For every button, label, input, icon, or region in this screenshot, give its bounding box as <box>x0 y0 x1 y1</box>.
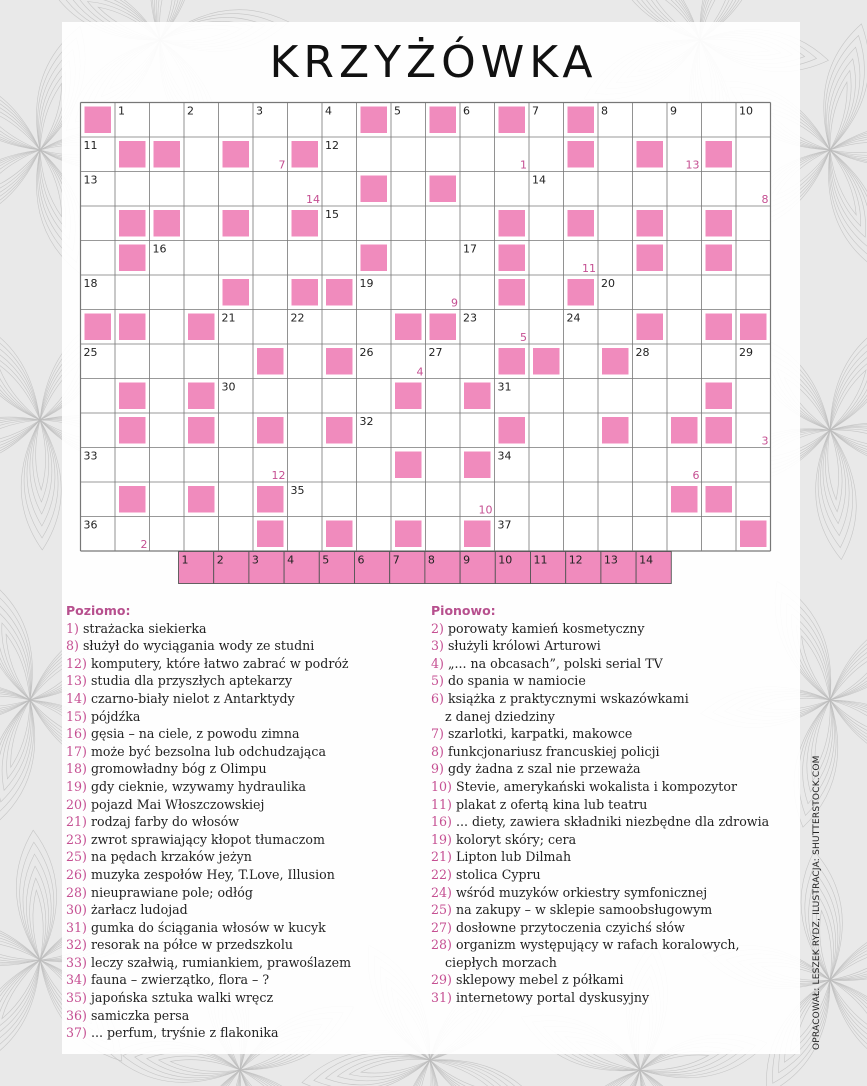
clue-item-text: ... perfum, tryśnie z flakonika <box>90 1025 279 1041</box>
clue-item <box>431 831 769 849</box>
solution-index: 4 <box>416 365 424 379</box>
clue-item <box>66 690 351 708</box>
clue-item <box>66 655 351 673</box>
clue-item-text: pojazd Mai Włoszczowskiej <box>90 796 265 812</box>
clue-item-text: służyli królowi Arturowi <box>447 638 601 654</box>
solution-number: 12 <box>568 553 583 567</box>
clue-number: 20 <box>601 277 615 290</box>
clue-number: 3 <box>256 104 263 118</box>
clue-item-number: 11) <box>431 796 452 812</box>
clue-item-number: 35) <box>66 990 87 1006</box>
clue-number: 16 <box>152 242 167 256</box>
clue-item <box>66 971 351 989</box>
clue-item <box>66 1007 351 1025</box>
clue-item-number: 37) <box>66 1025 87 1041</box>
clue-item-text: leczy szałwią, rumiankiem, prawoślazem <box>90 954 352 970</box>
clue-item <box>66 620 351 638</box>
solution-number: 14 <box>639 553 654 567</box>
clue-item-text: stolica Cypru <box>455 866 541 882</box>
solution-number: 13 <box>603 553 618 567</box>
clue-item-number: 15) <box>66 708 87 724</box>
clue-number: 6 <box>463 104 470 118</box>
clue-number: 27 <box>428 346 443 359</box>
clue-number: 33 <box>83 449 98 463</box>
clue-item-text: książka z praktycznymi wskazówkami <box>447 690 689 706</box>
solution-number: 6 <box>357 553 365 567</box>
clue-item <box>431 655 769 673</box>
solution-number: 3 <box>251 553 259 567</box>
solution-index: 14 <box>306 193 320 206</box>
clue-number: 25 <box>83 346 98 359</box>
clue-item-continuation <box>431 708 769 726</box>
clue-item <box>66 813 351 831</box>
clue-item-text: muzyka zespołów Hey, T.Love, Illusion <box>90 866 335 882</box>
clue-item-number: 4) <box>431 655 444 671</box>
clue-item-number: 9) <box>431 761 444 777</box>
clue-item <box>431 672 769 690</box>
clue-item-text: japońska sztuka walki wręcz <box>90 990 274 1006</box>
solution-number: 7 <box>392 553 400 567</box>
solution-number: 11 <box>533 553 548 567</box>
clue-item-number: 32) <box>66 937 87 953</box>
clue-number: 23 <box>463 311 477 325</box>
clue-item-number: 27) <box>431 919 452 935</box>
clue-item <box>66 866 351 884</box>
clue-item-text: rodzaj farby do włosów <box>90 814 239 830</box>
solution-index: 5 <box>520 331 527 344</box>
clue-item-number: 5) <box>431 673 444 689</box>
clue-item-text: studia dla przyszłych aptekarzy <box>90 673 293 689</box>
clue-number: 32 <box>359 415 374 428</box>
clue-item-number: 31) <box>431 990 452 1006</box>
clue-item-text: szarlotki, karpatki, makowce <box>447 726 633 742</box>
credit-line: OPRACOWAŁ: LESZEK RYDZ, ILUSTRACJA: SHUTTERSTOCK.COM <box>812 755 822 1050</box>
clue-item-number: 21) <box>66 814 87 830</box>
clue-item <box>431 796 769 814</box>
clue-item-text: gdy cieknie, wzywamy hydraulika <box>90 778 306 794</box>
clue-item-number: 22) <box>431 866 452 882</box>
clue-item-number: 34) <box>66 972 87 988</box>
clue-item-number: 17) <box>66 743 87 759</box>
solution-index: 13 <box>685 158 700 172</box>
clue-item-number: 28) <box>431 937 452 953</box>
clue-item-text: samiczka persa <box>90 1007 190 1023</box>
clue-item <box>66 919 351 937</box>
clue-number: 12 <box>325 139 339 152</box>
clue-item-continuation <box>431 954 769 972</box>
clue-item-number: 10) <box>431 778 452 794</box>
clue-number: 18 <box>83 277 98 290</box>
solution-index: 1 <box>520 158 527 172</box>
clue-item <box>66 1024 351 1042</box>
clue-item <box>431 813 769 831</box>
clue-number: 30 <box>221 380 236 394</box>
solution-index: 9 <box>451 296 458 310</box>
clue-item-text: gdy żadna z szal nie przeważa <box>447 761 641 777</box>
clue-number: 5 <box>394 104 401 118</box>
clue-item-number: 1) <box>66 620 79 636</box>
clue-number: 2 <box>187 104 194 118</box>
clue-number: 13 <box>83 173 98 187</box>
solution-number: 1 <box>181 553 189 567</box>
clue-item <box>431 690 769 708</box>
solution-number: 9 <box>463 553 471 567</box>
clue-item-text: na pędach krzaków jeżyn <box>90 849 252 865</box>
clue-number: 35 <box>290 484 305 497</box>
solution-number: 4 <box>287 553 295 567</box>
clue-number: 28 <box>635 346 650 359</box>
clue-number: 1 <box>118 104 125 118</box>
clue-item-text: zwrot sprawiający kłopot tłumaczom <box>90 831 325 847</box>
clue-item <box>66 725 351 743</box>
clue-item-text: resorak na półce w przedszkolu <box>90 937 293 953</box>
clue-item-number: 6) <box>431 690 444 706</box>
clue-item-text: fauna – zwierzątko, flora – ? <box>90 972 270 988</box>
clue-number: 8 <box>601 104 608 118</box>
clue-item-text: dosłowne przytoczenia czyichś słów <box>455 919 685 935</box>
clue-item <box>431 989 769 1007</box>
clue-item-number: 30) <box>66 902 87 918</box>
clue-item-text: sklepowy mebel z półkami <box>455 972 624 988</box>
clue-item-text: żarłacz ludojad <box>90 902 188 918</box>
clue-item-number: 18) <box>66 761 87 777</box>
clue-item <box>431 971 769 989</box>
clue-item-number: 2) <box>431 620 444 636</box>
clue-number: 21 <box>221 311 236 325</box>
clue-item-number: 20) <box>66 796 87 812</box>
clue-item-number: 24) <box>431 884 452 900</box>
clue-item <box>66 989 351 1007</box>
clue-item <box>66 708 351 726</box>
clue-item-number: 26) <box>66 866 87 882</box>
clue-item <box>66 901 351 919</box>
clue-number: 4 <box>325 104 332 118</box>
clue-item <box>66 848 351 866</box>
clue-item-number: 29) <box>431 972 452 988</box>
clue-item <box>431 637 769 655</box>
clue-number: 24 <box>566 311 581 325</box>
clue-item <box>66 743 351 761</box>
clue-item-text: z danej dziedziny <box>445 708 555 724</box>
solution-index: 8 <box>761 193 769 206</box>
clue-item-number: 13) <box>66 673 87 689</box>
clue-item <box>431 919 769 937</box>
clue-item-text: plakat z ofertą kina lub teatru <box>455 796 648 812</box>
clue-item-text: do spania w namiocie <box>447 673 586 689</box>
clue-item-number: 28) <box>66 884 87 900</box>
clue-item <box>431 760 769 778</box>
clue-item-number: 16) <box>66 726 87 742</box>
clue-item-number: 8) <box>431 743 444 759</box>
clue-item-number: 21) <box>431 849 452 865</box>
clue-item-number: 25) <box>431 902 452 918</box>
clue-item-number: 19) <box>431 831 452 847</box>
clue-number: 10 <box>739 104 753 118</box>
clue-item-text: może być bezsolna lub odchudzająca <box>90 743 326 759</box>
clue-item-text: na zakupy – w sklepie samoobsługowym <box>455 902 713 918</box>
solution-index: 11 <box>582 262 596 275</box>
clue-number: 31 <box>497 380 512 394</box>
clue-item-text: pójdźka <box>90 708 141 724</box>
clue-item-number: 25) <box>66 849 87 865</box>
clue-item <box>66 831 351 849</box>
clue-number: 9 <box>670 104 677 118</box>
clue-item-text: wśród muzyków orkiestry symfonicznej <box>455 884 708 900</box>
down-clues <box>431 602 769 1007</box>
clue-number: 36 <box>83 518 98 532</box>
clue-item-text: gumka do ściągania włosów w kucyk <box>90 919 326 935</box>
clue-item-text: organizm występujący w rafach koralowych, <box>455 937 740 953</box>
down-clue-list <box>431 620 769 1007</box>
clue-item-text: ... diety, zawiera składniki niezbędne dla zdrowia <box>455 814 770 830</box>
clue-item-number: 23) <box>66 831 87 847</box>
solution-index: 12 <box>271 469 286 482</box>
clue-item-text: czarno-biały nielot z Antarktydy <box>90 690 295 706</box>
clue-item-text: ciepłych morzach <box>445 954 557 970</box>
clue-item <box>66 936 351 954</box>
clue-item-text: funkcjonariusz francuskiej policji <box>447 743 660 759</box>
clue-item-text: strażacka siekierka <box>82 620 207 636</box>
clue-number: 7 <box>532 104 539 118</box>
clue-item <box>431 620 769 638</box>
clue-number: 14 <box>532 173 546 187</box>
clue-item-number: 3) <box>431 638 444 654</box>
solution-number: 5 <box>322 553 330 567</box>
clue-item-text: porowaty kamień kosmetyczny <box>447 620 645 636</box>
clue-item-text: komputery, które łatwo zabrać w podróż <box>90 655 349 671</box>
clue-item-number: 8) <box>66 638 79 654</box>
clue-number: 19 <box>359 277 374 290</box>
page-title: KRZYŻÓWKA <box>269 37 598 88</box>
across-heading: Poziomo: <box>66 603 131 618</box>
clue-item <box>66 954 351 972</box>
clue-item-text: gęsia – na ciele, z powodu zimna <box>90 726 300 742</box>
solution-number: 2 <box>216 553 224 567</box>
clue-number: 26 <box>359 346 374 359</box>
clue-item <box>431 725 769 743</box>
solution-index: 2 <box>140 538 148 551</box>
clue-number: 37 <box>497 518 512 532</box>
clue-item-text: służył do wyciągania wody ze studni <box>82 638 315 654</box>
solution-index: 6 <box>692 469 700 482</box>
clue-item-text: koloryt skóry; cera <box>455 831 577 847</box>
clue-item <box>66 637 351 655</box>
clue-item <box>431 743 769 761</box>
clue-item <box>66 778 351 796</box>
clue-item-number: 7) <box>431 726 444 742</box>
clue-number: 11 <box>83 139 98 152</box>
clue-item <box>431 866 769 884</box>
clue-item-number: 36) <box>66 1007 87 1023</box>
clue-item-number: 31) <box>66 919 87 935</box>
clue-item-text: „... na obcasach”, polski serial TV <box>447 655 663 671</box>
clue-item-text: nieuprawiane pole; odłóg <box>90 884 253 900</box>
clue-item-number: 19) <box>66 778 87 794</box>
across-clues <box>66 602 351 1042</box>
solution-index: 10 <box>478 503 493 517</box>
clue-number: 29 <box>739 346 753 359</box>
across-clue-list <box>66 620 351 1042</box>
clue-item-number: 14) <box>66 690 87 706</box>
clue-item-number: 16) <box>431 814 452 830</box>
clue-number: 15 <box>325 208 339 221</box>
down-heading: Pionowo: <box>431 603 496 618</box>
clue-number: 34 <box>497 449 512 463</box>
solution-number: 10 <box>498 553 513 567</box>
clue-item-text: Stevie, amerykański wokalista i kompozytor <box>455 778 737 794</box>
solution-number: 8 <box>427 553 435 567</box>
clue-item <box>431 884 769 902</box>
clue-item-number: 12) <box>66 655 87 671</box>
clue-item <box>66 672 351 690</box>
clue-number: 22 <box>290 311 305 325</box>
clue-item <box>431 901 769 919</box>
clue-item <box>431 848 769 866</box>
clue-number: 17 <box>463 242 477 256</box>
clue-item-text: Lipton lub Dilmah <box>455 849 572 865</box>
solution-index: 7 <box>278 158 286 172</box>
clue-item <box>66 760 351 778</box>
clue-item <box>66 884 351 902</box>
clue-item <box>66 796 351 814</box>
clue-item-number: 33) <box>66 954 87 970</box>
clue-item <box>431 936 769 954</box>
solution-index: 3 <box>761 434 769 448</box>
clue-item-text: gromowładny bóg z Olimpu <box>90 761 267 777</box>
clue-item-text: internetowy portal dyskusyjny <box>455 990 650 1006</box>
clue-item <box>431 778 769 796</box>
